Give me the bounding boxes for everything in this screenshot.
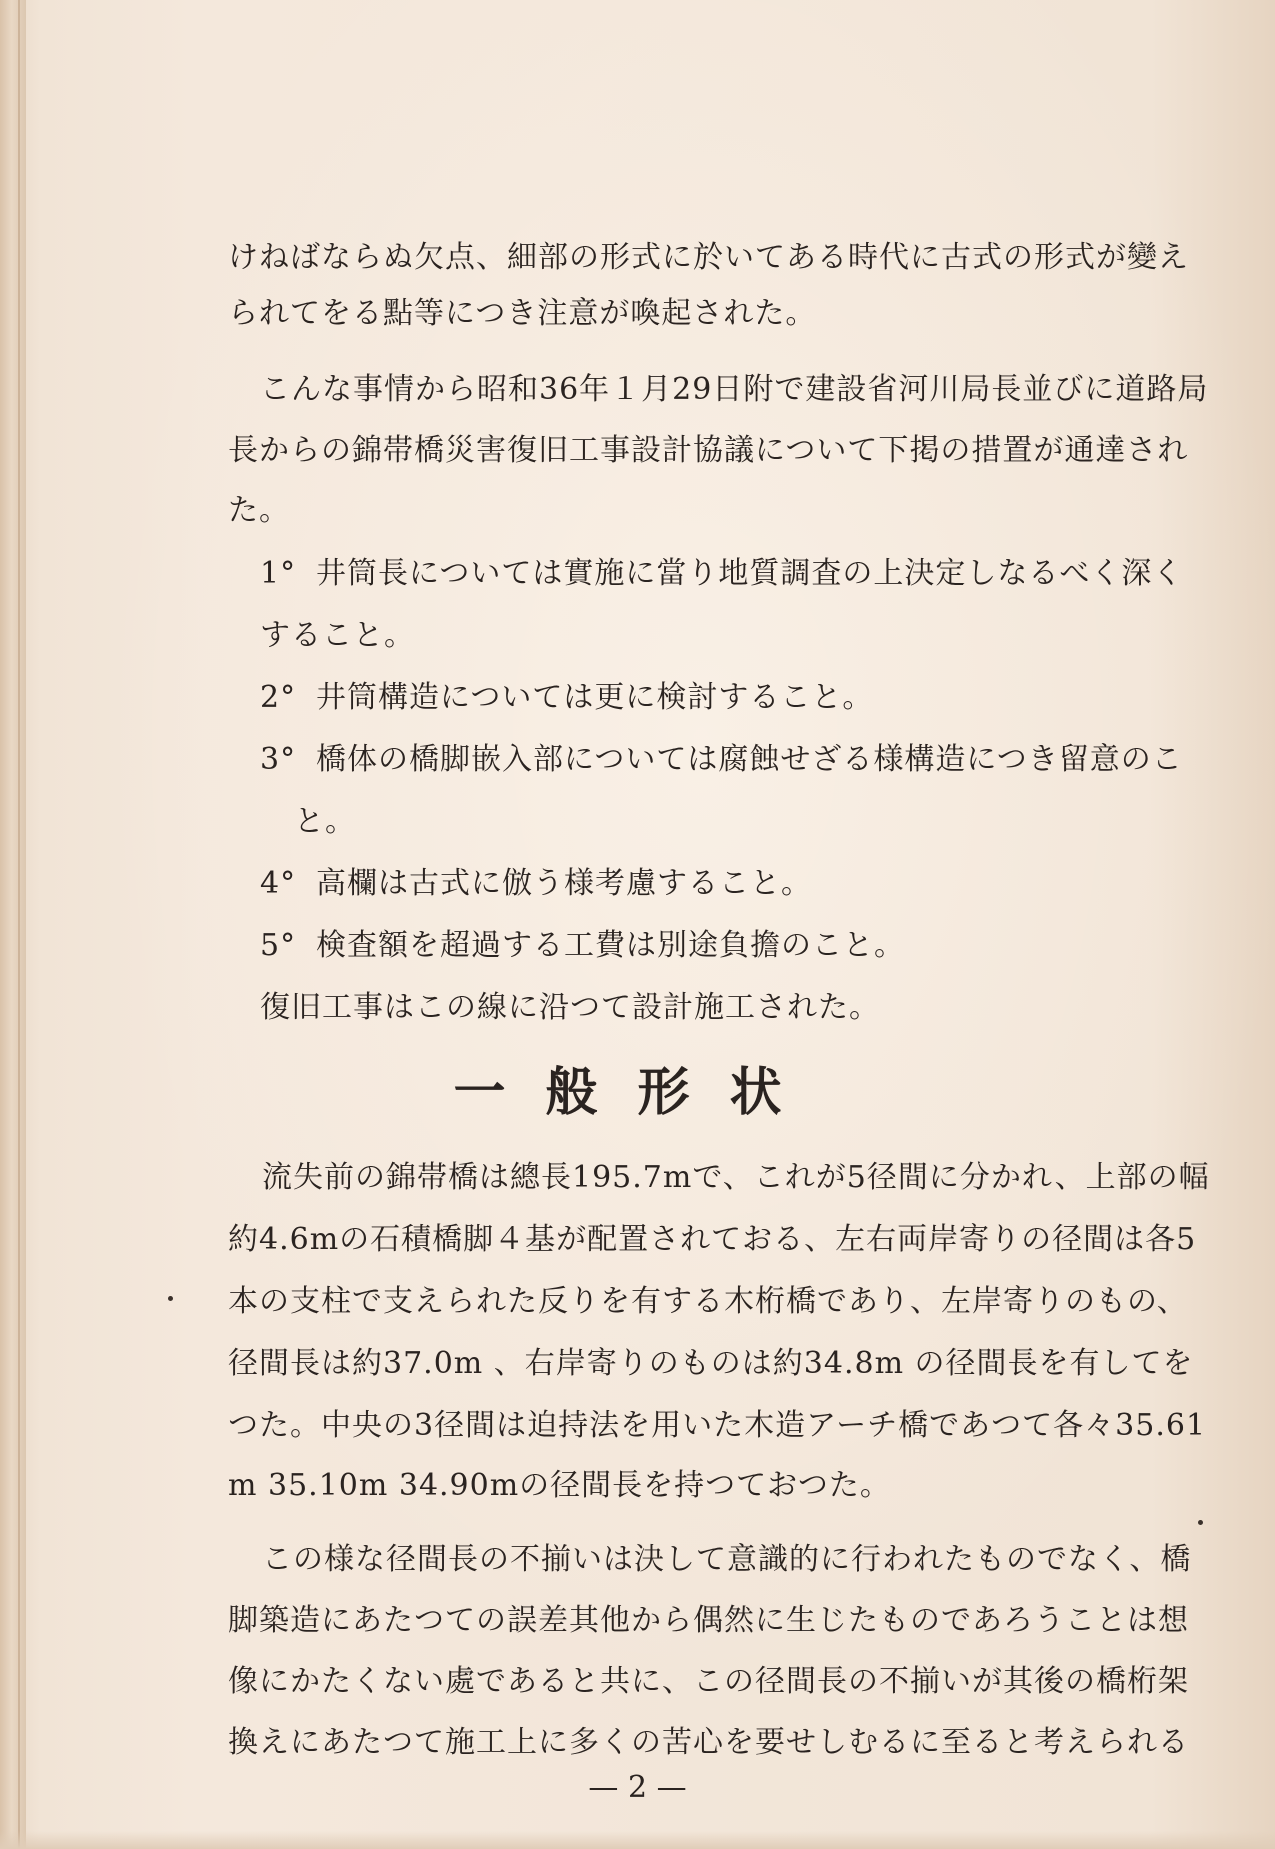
page-bottom-edge <box>0 1831 1275 1849</box>
list-item-1 <box>260 554 1183 594</box>
list-item-5 <box>260 926 905 966</box>
paragraph-4-line-4: 径間長は約37.0m 、右岸寄りのものは約34.8m の径間長を有してを <box>228 1346 1194 1381</box>
paragraph-5-line-1: この様な径間長の不揃いは決して意識的に行われたものでなく、橋 <box>262 1542 1192 1577</box>
list-item-number: 1° <box>260 556 297 591</box>
paragraph-2-line-3: た。 <box>228 493 290 528</box>
paragraph-4-line-2: 約4.6mの石積橋脚４基が配置されておる、左右両岸寄りの径間は各5 <box>228 1222 1197 1257</box>
paragraph-4-line-1: 流失前の錦帯橋は總長195.7mで、これが5径間に分かれ、上部の幅 <box>262 1160 1210 1195</box>
list-item-1-continuation: すること。 <box>260 618 415 653</box>
binding-spine <box>0 0 26 1849</box>
list-item-4 <box>260 864 812 904</box>
paragraph-5-line-4: 換えにあたつて施工上に多くの苦心を要せしむるに至ると考えられる <box>228 1725 1189 1760</box>
paragraph-3: 復旧工事はこの線に沿つて設計施工された。 <box>260 990 880 1025</box>
section-heading: 一般形状 <box>453 1062 822 1123</box>
list-item-number: 4° <box>260 866 297 901</box>
paragraph-1-line-1: けねばならぬ欠点、細部の形式に於いてある時代に古式の形式が變え <box>228 240 1189 275</box>
paragraph-5-line-2: 脚築造にあたつての誤差其他から偶然に生じたものであろうことは想 <box>228 1603 1189 1638</box>
ink-speck <box>1198 1520 1203 1525</box>
list-item-text: 検査額を超過する工費は別途負擔のこと。 <box>316 928 905 963</box>
list-item-text: 井筒構造については更に検討すること。 <box>316 680 874 715</box>
list-item-3-continuation: と。 <box>294 804 356 839</box>
list-item-number: 2° <box>260 680 297 715</box>
paragraph-4-line-6: m 35.10m 34.90mの径間長を持つておつた。 <box>228 1468 891 1503</box>
paragraph-4-line-5: つた。中央の3径間は迫持法を用いた木造アーチ橋であつて各々35.61 <box>228 1408 1207 1443</box>
list-item-text: 高欄は古式に倣う様考慮すること。 <box>316 866 812 901</box>
paragraph-1-line-2: られてをる點等につき注意が喚起された。 <box>228 296 817 331</box>
paragraph-5-line-3: 像にかたくない處であると共に、この径間長の不揃いが其後の橋桁架 <box>228 1664 1189 1699</box>
list-item-3 <box>260 740 1183 780</box>
list-item-2 <box>260 678 873 718</box>
paragraph-2-line-1: こんな事情から昭和36年１月29日附で建設省河川局長並びに道路局 <box>260 372 1209 407</box>
binding-fold-line <box>18 0 20 1849</box>
page-number: — 2 — <box>588 1770 687 1805</box>
list-item-text: 橋体の橋脚嵌入部については腐蝕せざる様構造につき留意のこ <box>316 742 1183 777</box>
paragraph-2-line-2: 長からの錦帯橋災害復旧工事設計協議について下掲の措置が通達され <box>228 433 1189 468</box>
ink-speck <box>168 1296 173 1301</box>
list-item-text: 井筒長については實施に當り地質調査の上決定しなるべく深く <box>316 556 1184 591</box>
list-item-number: 3° <box>260 742 297 777</box>
paragraph-4-line-3: 本の支柱で支えられた反りを有する木桁橋であり、左岸寄りのもの、 <box>228 1284 1188 1319</box>
list-item-number: 5° <box>260 928 297 963</box>
